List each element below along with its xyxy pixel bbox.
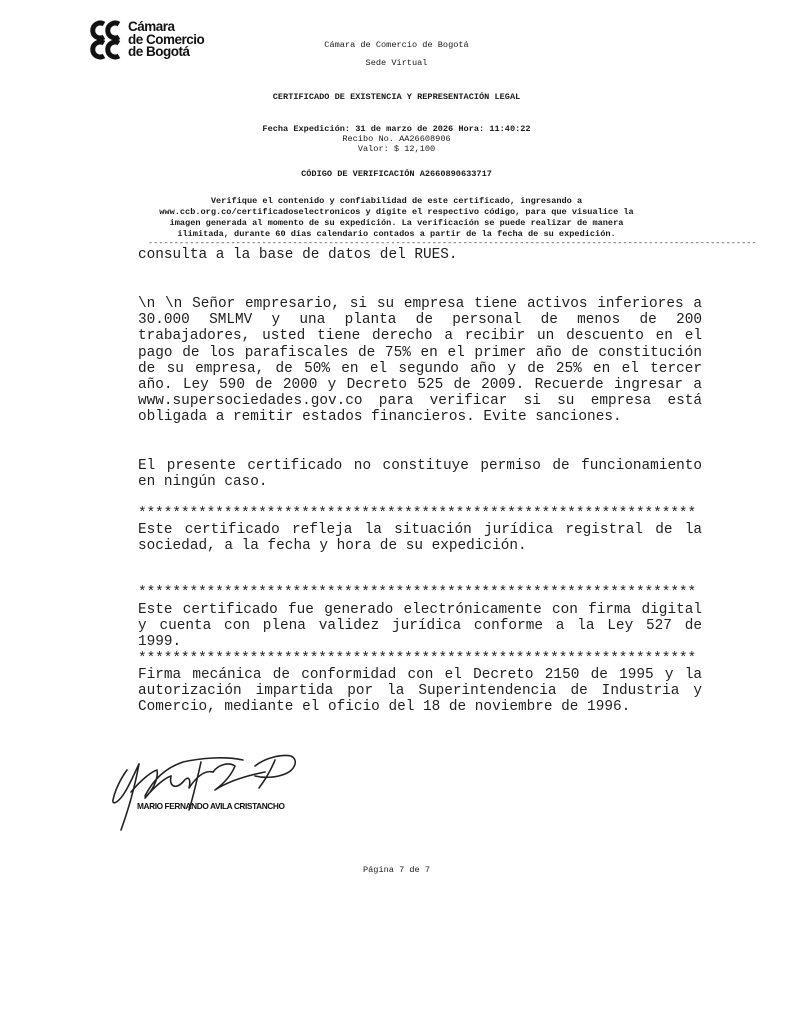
mechanical-signature-paragraph: Firma mecánica de conformidad con el Decreto 2150 de 1995 y la autorización impartida por la Superintendencia de Industria y Comercio, mediante el oficio del 18 de noviembre de 1996. (138, 667, 702, 716)
verify-instructions-3: imagen generada al momento de su expedición. La verificación se puede realizar de manera (169, 218, 624, 228)
verify-instructions-4: ilimitada, durante 60 días calendario contados a partir de la fecha de su expedición. (177, 229, 616, 239)
site-name: Sede Virtual (365, 58, 428, 68)
verify-instructions-1: Verifique el contenido y confiabilidad de este certificado, ingresando a (210, 196, 583, 206)
separator-stars-3: ***************************************************************** (138, 651, 697, 667)
receipt-number: Recibo No. AA26608906 (342, 134, 451, 144)
logo-line-2: de Comercio (128, 31, 205, 47)
document-title: CERTIFICADO DE EXISTENCIA Y REPRESENTACIÓN LEGAL (272, 92, 521, 102)
verification-code: CÓDIGO DE VERIFICACIÓN A2660890633717 (301, 169, 492, 179)
business-discount-paragraph: \n \n Señor empresario, si su empresa tiene activos inferiores a 30.000 SMLMV y una planta de personal de menos de 200 trabajadores, usted tiene derecho a recibir un descuento en el pago de los parafiscales de 75% en el primer año de constitución de su empresa, de 50% en el segundo año y de 25% en el tercer año. Ley 590 de 2000 y Decreto 525 de 2009. Recuerde ingresar a www.supersociedades.gov.co para verificar si su empresa está obligada a remitir estados financieros. Evite sanciones. (138, 296, 702, 426)
verify-instructions-2: www.ccb.org.co/certificadoselectronicos y digite el respectivo código, para que visualice la (159, 207, 634, 217)
handwritten-signature (105, 750, 315, 835)
certificate-value: Valor: $ 12,100 (357, 144, 436, 154)
no-permit-paragraph: El presente certificado no constituye permiso de funcionamiento en ningún caso. (138, 458, 702, 491)
page-number: Página 7 de 7 (362, 865, 431, 875)
logo-line-3: de Bogotá (128, 44, 190, 59)
header-divider: ---------------------------------------------------------------------------------------------------------------------- (148, 238, 757, 248)
signatory-name: MARIO FERNANDO AVILA CRISTANCHO (137, 801, 285, 811)
legal-status-paragraph: Este certificado refleja la situación jurídica registral de la sociedad, a la fecha y hora de su expedición. (138, 522, 702, 555)
org-name: Cámara de Comercio de Bogotá (324, 40, 469, 50)
issue-datetime: Fecha Expedición: 31 de marzo de 2026 Hora: 11:40:22 (262, 124, 531, 134)
digital-signature-paragraph: Este certificado fue generado electrónicamente con firma digital y cuenta con plena validez jurídica conforme a la Ley 527 de 1999. (138, 602, 702, 651)
rues-paragraph: consulta a la base de datos del RUES. (138, 247, 458, 263)
separator-stars-1: ***************************************************************** (138, 506, 697, 522)
separator-stars-2: ***************************************************************** (138, 585, 697, 601)
logo-line-1: Cámara (128, 19, 175, 34)
